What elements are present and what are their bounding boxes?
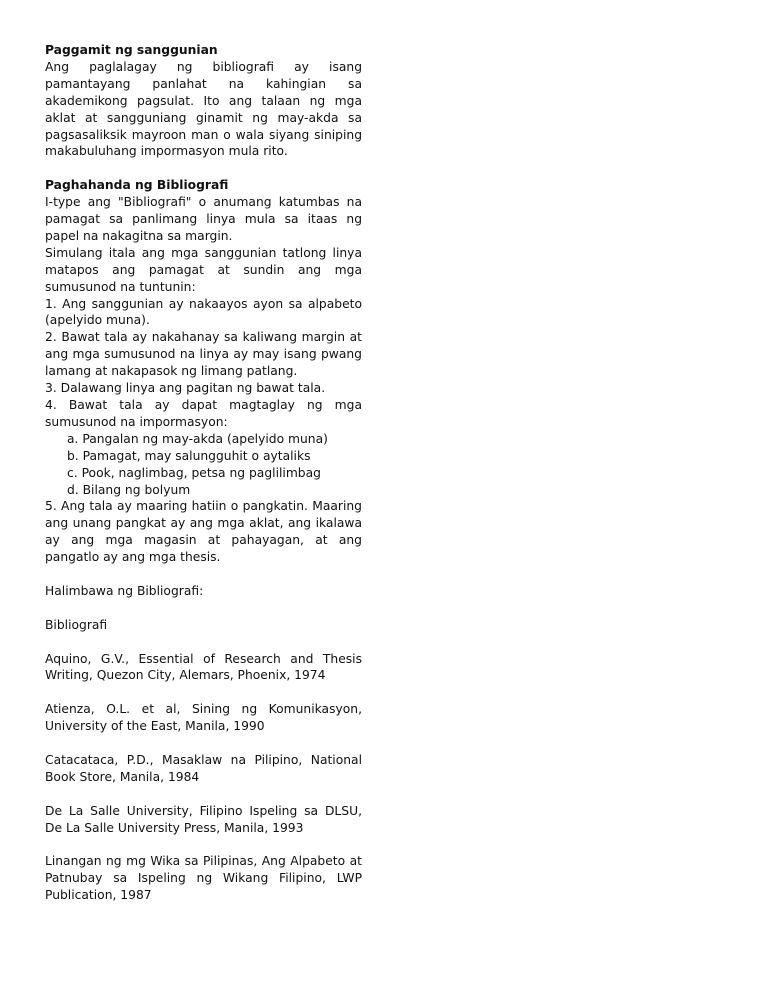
spacer bbox=[45, 684, 362, 701]
spacer bbox=[45, 634, 362, 651]
paragraph-intro-1: I-type ang "Bibliografi" o anumang katumbas na pamagat sa panlimang linya mula sa itaas ng papel na nakagitna sa margin. bbox=[45, 195, 362, 243]
example-label: Halimbawa ng Bibliografi: bbox=[45, 583, 204, 598]
bibliography-entry: De La Salle University, Filipino Ispeling sa DLSU, De La Salle University Press, Manila, 1993 bbox=[45, 803, 362, 835]
spacer bbox=[45, 786, 362, 803]
spacer bbox=[45, 735, 362, 752]
sublist-item-c: c. Pook, naglimbag, petsa ng paglilimbag bbox=[67, 465, 321, 480]
paragraph-intro-2: Simulang itala ang mga sanggunian tatlong linya matapos ang pamagat at sundin ang mga sumusunod na tuntunin: bbox=[45, 245, 362, 294]
bibliography-title: Bibliografi bbox=[45, 617, 108, 632]
spacer bbox=[45, 160, 362, 177]
paragraph-paggamit: Ang paglalagay ng bibliografi ay isang pamantayang panlahat na kahingian sa akademikong pagsulat. Ito ang talaan ng mga aklat at sangguniang ginamit ng may-akda sa pagsasaliksik mayroon man o wala siyang siniping makabuluhang impormasyon mula rito. bbox=[45, 59, 362, 159]
rule-5: 5. Ang tala ay maaring hatiin o pangkatin. Maaring ang unang pangkat ay ang mga aklat, ang ikalawa ay ang mga magasin at pahayagan, at ang pangatlo ay ang mga thesis. bbox=[45, 499, 362, 565]
rule-4: 4. Bawat tala ay dapat magtaglay ng mga sumusunod na impormasyon: bbox=[45, 398, 362, 429]
bibliography-entry: Atienza, O.L. et al, Sining ng Komunikasyon, University of the East, Manila, 1990 bbox=[45, 702, 362, 734]
rule-2: 2. Bawat tala ay nakahanay sa kaliwang margin at ang mga sumusunod na linya ay may isang pwang lamang at nakapasok ng limang patlang. bbox=[45, 330, 362, 379]
section-heading-paggamit: Paggamit ng sanggunian bbox=[45, 43, 218, 57]
document-page bbox=[45, 42, 362, 904]
spacer bbox=[45, 836, 362, 853]
rule-4-sublist bbox=[45, 431, 362, 499]
rule-1: 1. Ang sanggunian ay nakaayos ayon sa alpabeto (apelyido muna). bbox=[45, 296, 362, 328]
spacer bbox=[45, 600, 362, 617]
bibliography-entry: Catacataca, P.D., Masaklaw na Pilipino, National Book Store, Manila, 1984 bbox=[45, 752, 362, 784]
bibliography-entry: Aquino, G.V., Essential of Research and Thesis Writing, Quezon City, Alemars, Phoenix, 1974 bbox=[45, 651, 362, 683]
section-heading-paghahanda: Paghahanda ng Bibliografi bbox=[45, 178, 229, 193]
rule-3: 3. Dalawang linya ang pagitan ng bawat tala. bbox=[45, 381, 326, 396]
sublist-item-d: d. Bilang ng bolyum bbox=[67, 482, 191, 497]
sublist-item-b: b. Pamagat, may salungguhit o aytaliks bbox=[67, 448, 311, 463]
sublist-item-a: a. Pangalan ng may-akda (apelyido muna) bbox=[67, 431, 328, 446]
bibliography-entry: Linangan ng mg Wika sa Pilipinas, Ang Alpabeto at Patnubay sa Ispeling ng Wikang Filipino, LWP Publication, 1987 bbox=[45, 854, 362, 903]
spacer bbox=[45, 566, 362, 583]
